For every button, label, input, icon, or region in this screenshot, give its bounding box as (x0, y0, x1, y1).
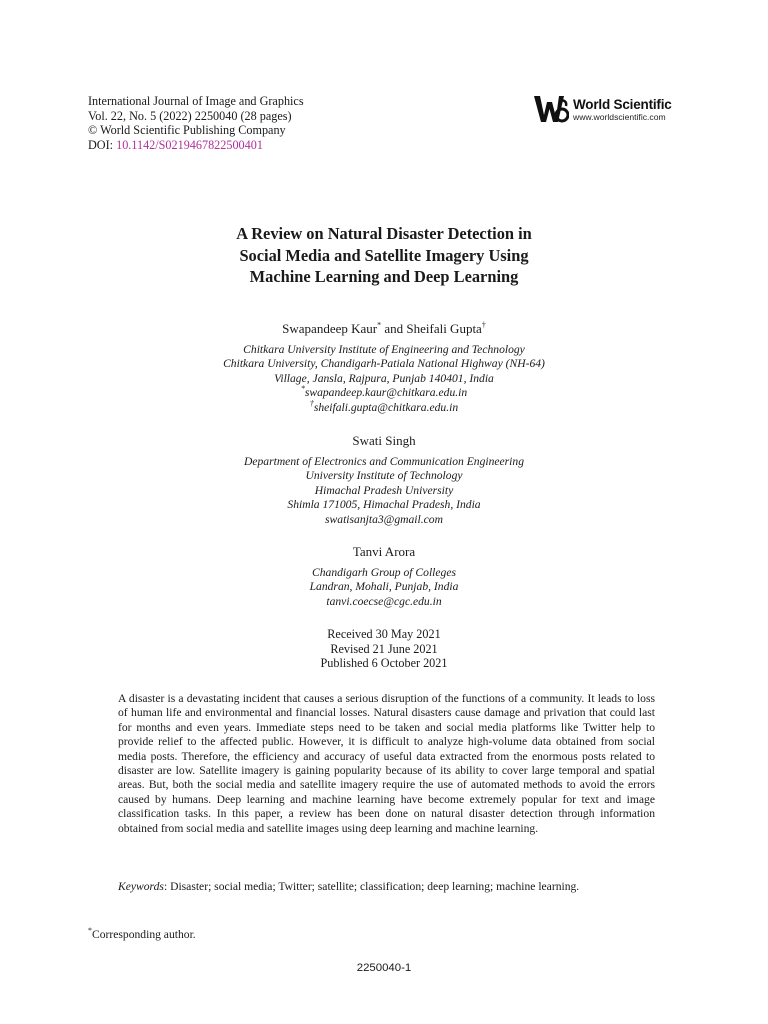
affiliation (0, 566, 768, 609)
author-name: Sheifali Gupta (406, 321, 482, 336)
author-name: Tanvi Arora (352, 544, 416, 559)
title-line: Machine Learning and Deep Learning (249, 267, 519, 287)
author-and: and (381, 321, 407, 336)
logo-url[interactable]: www.worldscientific.com (573, 111, 666, 122)
email-line (0, 386, 768, 400)
published-date: Published 6 October 2021 (320, 656, 448, 671)
author-name: Swapandeep Kaur (282, 321, 378, 336)
publisher-logo (533, 93, 672, 125)
affiliation-line: Chandigarh Group of Colleges (312, 566, 456, 579)
world-scientific-logo-icon (533, 93, 569, 125)
received-date: Received 30 May 2021 (327, 627, 441, 641)
footnote-text: Corresponding author. (92, 928, 196, 941)
journal-name: International Journal of Image and Graphics (88, 94, 304, 108)
journal-volume: Vol. 22, No. 5 (2022) 2250040 (28 pages) (88, 108, 292, 123)
logo-text (573, 97, 672, 122)
author-name: Swati Singh (352, 433, 416, 448)
affiliation-line: Shimla 171005, Himachal Pradesh, India (287, 498, 481, 512)
journal-header (88, 94, 304, 152)
author-group-3 (0, 544, 768, 609)
affiliation-line: Landran, Mohali, Punjab, India (309, 580, 459, 594)
keywords (118, 880, 655, 894)
affiliation-line: Chitkara University, Chandigarh-Patiala National Highway (NH-64) (223, 357, 545, 371)
keywords-text: : Disaster; social media; Twitter; satellite; classification; deep learning; machine learning. (163, 880, 580, 893)
email-mark: † (309, 398, 314, 408)
affiliation-line: University Institute of Technology (305, 469, 463, 483)
author-mark: † (481, 320, 486, 330)
footnote-mark: * (88, 926, 92, 936)
article-dates (0, 627, 768, 671)
doi-label: DOI: (88, 137, 117, 152)
email-mark: * (300, 384, 305, 394)
copyright-line: © World Scientific Publishing Company (88, 123, 286, 138)
affiliation-line: Himachal Pradesh University (314, 483, 454, 497)
affiliation-line: Chitkara University Institute of Engineering and Technology (243, 343, 525, 356)
author-mark: * (377, 320, 382, 330)
logo-name: World Scientific (573, 96, 672, 112)
author-group-1 (0, 321, 768, 415)
title-line: A Review on Natural Disaster Detection in (236, 224, 532, 243)
author-email[interactable]: tanvi.coecse@cgc.edu.in (326, 594, 442, 608)
affiliation-line: Department of Electronics and Communication Engineering (243, 455, 525, 468)
author-email[interactable]: swapandeep.kaur@chitkara.edu.in (304, 386, 468, 400)
affiliation (0, 343, 768, 415)
page-number: 2250040-1 (356, 962, 412, 974)
author-group-2 (0, 433, 768, 527)
doi-line (88, 138, 304, 153)
revised-date: Revised 21 June 2021 (330, 641, 438, 656)
author-email[interactable]: swatisanjta3@gmail.com (325, 512, 443, 526)
keywords-label: Keywords (118, 880, 164, 893)
doi-link[interactable]: 10.1142/S0219467822500401 (116, 137, 263, 152)
footnote (88, 928, 196, 942)
email-line (0, 398, 768, 415)
abstract: A disaster is a devastating incident that causes a serious disruption of the functions of a community. It leads to loss of human life and environmental and financial losses. Natural disasters cause damage and privation that could last for months and even years. Immediate steps need to be taken and social media platforms like Twitter help to provide relief to the affected public. However, it is difficult to analyze high-volume data obtained from social media posts. Therefore, the efficiency and accuracy of useful data extracted from the enormous posts related to disaster are low. Satellite imagery is gaining popularity because of its ability to cover large temporal and spatial areas. But, both the social media and satellite imagery require the use of automated methods to avoid the errors caused by humans. Deep learning and machine learning have become extremely popular for text and image classification tasks. In this paper, a review has been done on natural disaster detection through information obtained from social media and satellite images using deep learning and machine learning. (118, 692, 655, 835)
affiliation (0, 455, 768, 527)
title-line: Social Media and Satellite Imagery Using (239, 245, 529, 265)
author-email[interactable]: sheifali.gupta@chitkara.edu.in (313, 400, 459, 414)
affiliation-line: Village, Jansla, Rajpura, Punjab 140401, India (274, 371, 494, 385)
paper-title (0, 223, 768, 288)
author-line (0, 321, 768, 337)
